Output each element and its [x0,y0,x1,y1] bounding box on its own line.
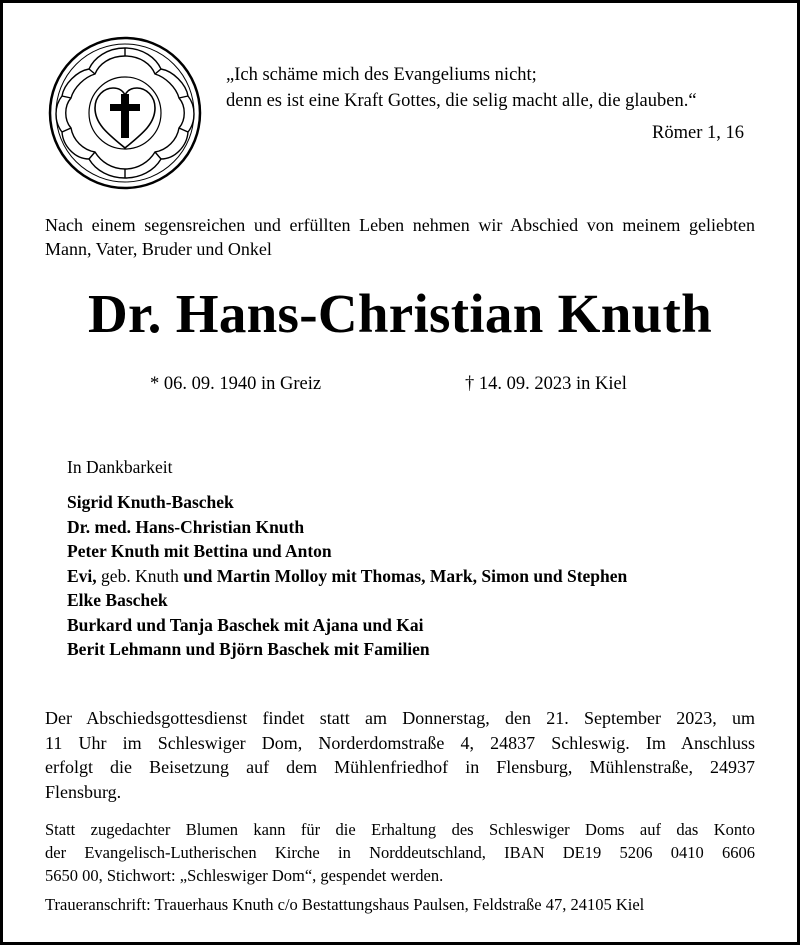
donation-line: 5650 00, Stichwort: „Schleswiger Dom“, gespendet werden. [45,866,444,885]
thanks-label: In Dankbarkeit [67,457,173,477]
quote-line: denn es ist eine Kraft Gottes, die selig macht alle, die glauben.“ [226,91,697,111]
service-line: erfolgt die Beisetzung auf dem Mühlenfriedhof in Flensburg, Mühlenstraße, 24937 [45,757,755,777]
service-line: 11 Uhr im Schleswiger Dom, Norderdomstraße 4, 24837 Schleswig. Im Anschluss [45,732,755,753]
intro-text: Nach einem segensreichen und erfüllten Leben nehmen wir Abschied von meinem geliebten Mann, Vater, Bruder und Onkel [45,215,755,259]
bible-quote [226,62,756,146]
donation-info [45,818,755,887]
mourner-family: und Martin Molloy mit Thomas, Mark, Simon und Stephen [183,565,628,586]
service-info [45,706,755,804]
donation-line: der Evangelisch-Lutherischen Kirche in Norddeutschland, IBAN DE19 5206 0410 6606 [45,843,755,862]
donation-line: Statt zugedachter Blumen kann für die Erhaltung des Schleswiger Doms auf das Konto [45,820,755,839]
birth-date: * 06. 09. 1940 in Greiz [150,374,322,394]
mourner-entry [67,564,627,589]
mourners-list [67,490,627,662]
luther-rose-icon [48,36,202,190]
mourner-entry: Burkard und Tanja Baschek mit Ajana und Kai [67,614,424,635]
mourner-entry: Berit Lehmann und Björn Baschek mit Familien [67,639,430,659]
service-line: Flensburg. [45,781,122,802]
mourning-address: Traueranschrift: Trauerhaus Knuth c/o Bestattungshaus Paulsen, Feldstraße 47, 24105 Kiel [45,895,645,914]
quote-reference: Römer 1, 16 [652,123,744,143]
mourner-entry: Peter Knuth mit Bettina und Anton [67,541,332,561]
service-line: Der Abschiedsgottesdienst findet statt am Donnerstag, den 21. September 2023, um [45,708,755,728]
deceased-name: Dr. Hans-Christian Knuth [87,283,713,344]
quote-line: „Ich schäme mich des Evangeliums nicht; [226,65,537,85]
death-date: † 14. 09. 2023 in Kiel [465,374,627,394]
mourner-entry: Elke Baschek [67,590,168,610]
mourner-entry: Dr. med. Hans-Christian Knuth [67,516,305,537]
mourner-maiden-name: geb. Knuth [96,565,184,586]
mourner-name: Evi, [67,565,97,586]
mourner-entry: Sigrid Knuth-Baschek [67,492,234,512]
